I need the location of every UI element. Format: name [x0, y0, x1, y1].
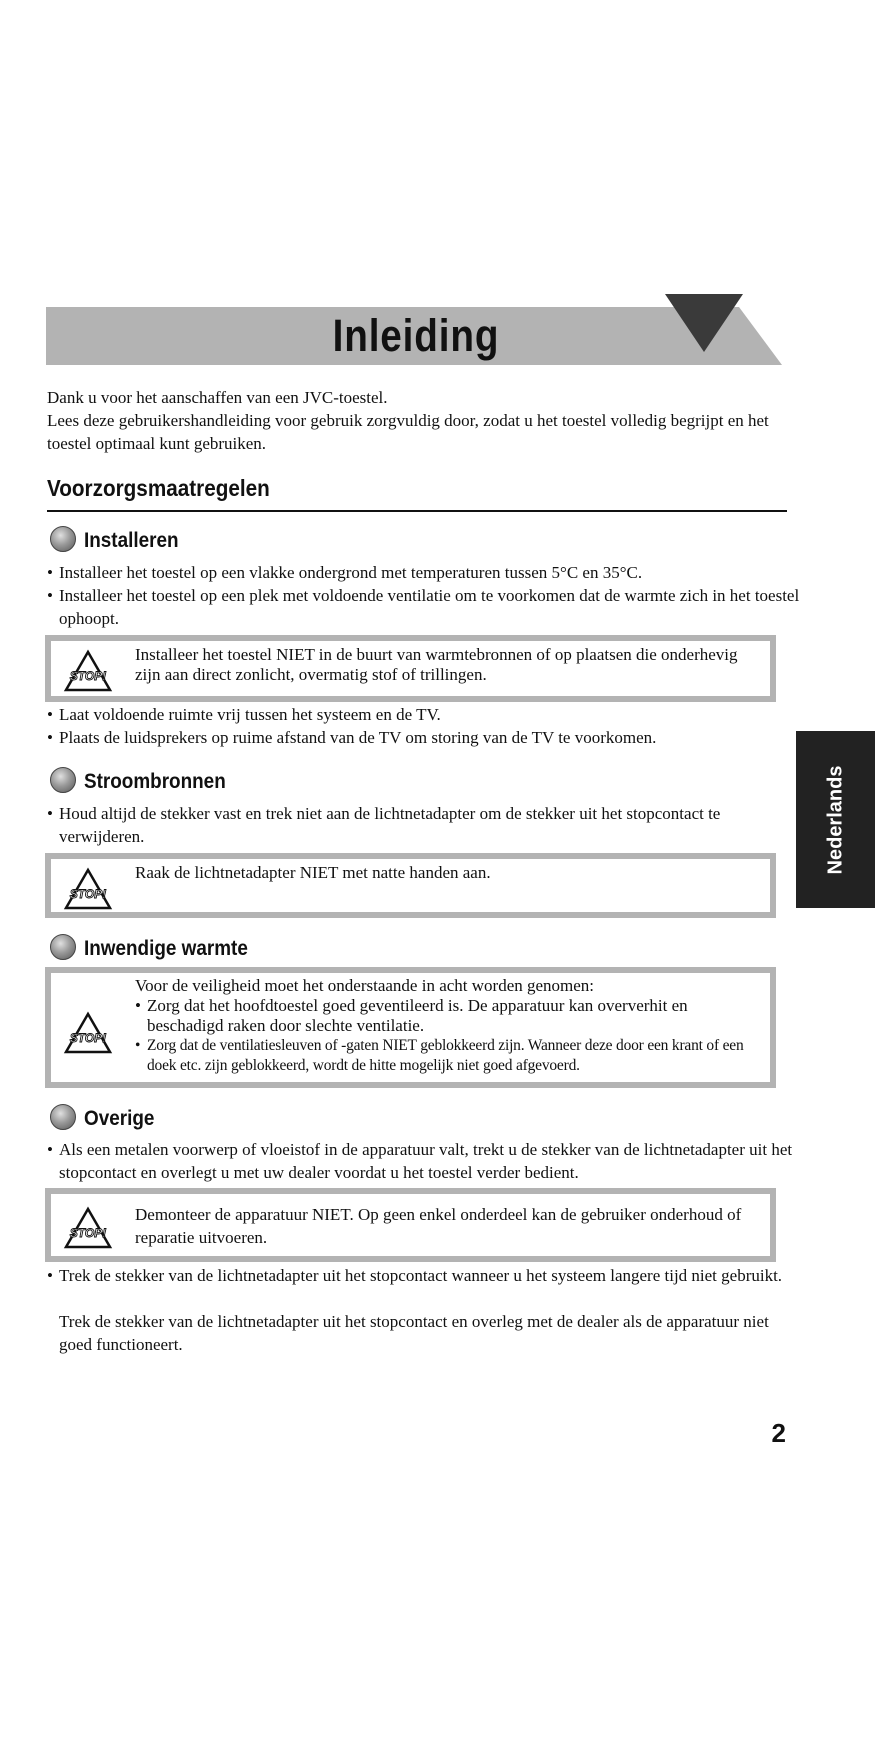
- intro-line-2: Lees deze gebruikershandleiding voor gebruik zorgvuldig door, zodat u het toestel volledig begrijpt en het toestel optimaal kunt gebruiken.: [47, 411, 769, 453]
- caution-item: • Zorg dat het hoofdtoestel goed geventileerd is. De apparatuur kan oververhit en beschadigd raken door slechte ventilatie.: [135, 996, 688, 1035]
- list-item: • Installeer het toestel op een plek met voldoende ventilatie om te voorkomen dat de warmte zich in het toestel ophoopt.: [47, 586, 800, 628]
- list-item: • Als een metalen voorwerp of vloeistof in de apparatuur valt, trekt u de stekker van de lichtnetadapter uit het stopcontact en overlegt u met uw dealer voordat u het toestel verder bedient.: [47, 1140, 793, 1182]
- stop-warning-icon: [63, 867, 113, 911]
- stop-sign-text: STOP!: [69, 1031, 107, 1045]
- subsection-inwendige-warmte: Inwendige warmte: [50, 934, 266, 962]
- language-side-tab: [796, 731, 875, 908]
- list-item: • Laat voldoende ruimte vrij tussen het systeem en de TV.: [47, 705, 441, 724]
- page-title: Inleiding: [332, 310, 500, 361]
- stop-sign-text: STOP!: [69, 887, 107, 901]
- subsection-installeren: Installeren: [50, 526, 189, 554]
- language-side-tab-label: Nederlands: [824, 765, 846, 874]
- subsection-overige: Overige: [50, 1104, 162, 1132]
- caution-box: [45, 1188, 776, 1262]
- stop-warning-icon: [63, 1011, 113, 1055]
- list-item: • Plaats de luidsprekers op ruime afstand van de TV om storing van de TV te voorkomen.: [47, 728, 657, 747]
- bullet-ball-icon: [50, 1104, 76, 1130]
- list-item: • Houd altijd de stekker vast en trek niet aan de lichtnetadapter om de stekker uit het stopcontact te verwijderen.: [47, 804, 721, 846]
- bullet-ball-icon: [50, 767, 76, 793]
- section-heading: [47, 473, 787, 512]
- bullet-ball-icon: [50, 526, 76, 552]
- caution-text: Installeer het toestel NIET in de buurt van warmtebronnen of op plaatsen die onderhevig zijn aan direct zonlicht, overmatig stof of trillingen.: [135, 645, 738, 684]
- caution-box: [45, 635, 776, 702]
- list-item: • Trek de stekker van de lichtnetadapter uit het stopcontact wanneer u het systeem langere tijd niet gebruikt.: [47, 1266, 783, 1285]
- caution-box: [45, 967, 776, 1088]
- caution-item: • Zorg dat de ventilatiesleuven of -gaten NIET geblokkeerd zijn. Wanneer deze door een krant of een doek etc. zijn geblokkeerd, wordt de hitte mogelijk niet goed afgevoerd.: [135, 1037, 744, 1074]
- stop-warning-icon: [63, 649, 113, 693]
- section-heading-label: Voorzorgsmaatregelen: [47, 475, 270, 501]
- caution-intro: Voor de veiligheid moet het onderstaande in acht worden genomen:: [135, 976, 595, 995]
- stop-sign-text: STOP!: [69, 669, 107, 683]
- stop-warning-icon: [63, 1206, 113, 1250]
- caution-text: Demonteer de apparatuur NIET. Op geen enkel onderdeel kan de gebruiker onderhoud of reparatie uitvoeren.: [135, 1205, 742, 1247]
- list-item-continuation: Trek de stekker van de lichtnetadapter uit het stopcontact en overleg met de dealer als de apparatuur niet goed functioneert.: [59, 1312, 769, 1354]
- subsection-stroombronnen: Stroombronnen: [50, 767, 242, 795]
- page-number: 2: [771, 1418, 786, 1448]
- caution-text: Raak de lichtnetadapter NIET met natte handen aan.: [135, 863, 491, 882]
- caution-box: [45, 853, 776, 918]
- list-item: • Installeer het toestel op een vlakke ondergrond met temperaturen tussen 5°C en 35°C.: [47, 563, 643, 582]
- bullet-ball-icon: [50, 934, 76, 960]
- stop-sign-text: STOP!: [69, 1226, 107, 1240]
- intro-line-1: Dank u voor het aanschaffen van een JVC-toestel.: [47, 388, 388, 407]
- caution-text: [135, 976, 758, 1076]
